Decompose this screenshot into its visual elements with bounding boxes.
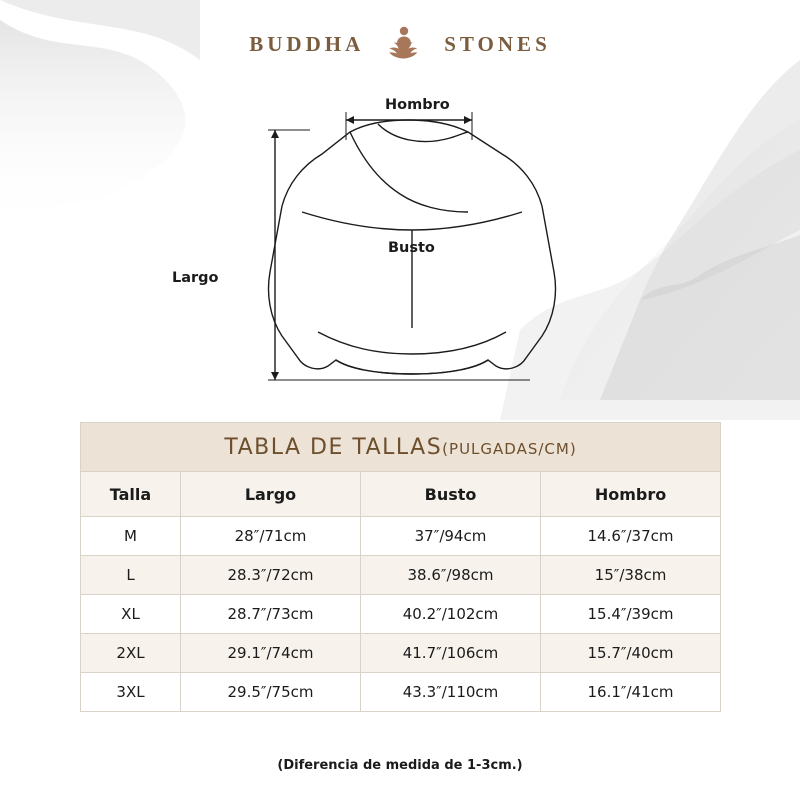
- column-header-hombro: Hombro: [541, 472, 721, 517]
- cell-size: XL: [81, 595, 181, 634]
- cell-hombro: 14.6″/37cm: [541, 517, 721, 556]
- table-row: [81, 517, 721, 556]
- cell-largo: 28.3″/72cm: [181, 556, 361, 595]
- garment-diagram: [150, 80, 670, 410]
- brand-word-right: STONES: [444, 31, 551, 56]
- brand-header: [0, 22, 800, 66]
- cell-busto: 41.7″/106cm: [361, 634, 541, 673]
- cell-busto: 37″/94cm: [361, 517, 541, 556]
- table-title-row: [81, 423, 721, 472]
- cell-size: M: [81, 517, 181, 556]
- label-busto: Busto: [388, 240, 435, 256]
- cell-size: 3XL: [81, 673, 181, 712]
- cell-largo: 28″/71cm: [181, 517, 361, 556]
- lotus-meditation-icon: [378, 22, 430, 66]
- cell-hombro: 15″/38cm: [541, 556, 721, 595]
- measurement-footnote: (Diferencia de medida de 1-3cm.): [277, 758, 523, 773]
- cell-largo: 29.5″/75cm: [181, 673, 361, 712]
- label-largo: Largo: [172, 270, 219, 286]
- table-title-cell: [81, 423, 721, 472]
- cell-hombro: 15.7″/40cm: [541, 634, 721, 673]
- cell-largo: 28.7″/73cm: [181, 595, 361, 634]
- size-table: [80, 422, 721, 712]
- table-row: [81, 556, 721, 595]
- cell-size: 2XL: [81, 634, 181, 673]
- cell-busto: 40.2″/102cm: [361, 595, 541, 634]
- cell-busto: 38.6″/98cm: [361, 556, 541, 595]
- size-table-wrapper: [80, 422, 720, 712]
- label-hombro: Hombro: [385, 97, 450, 113]
- table-title-main: TABLA DE TALLAS: [224, 434, 443, 460]
- table-header-row: [81, 472, 721, 517]
- cell-size: L: [81, 556, 181, 595]
- cell-busto: 43.3″/110cm: [361, 673, 541, 712]
- cell-hombro: 15.4″/39cm: [541, 595, 721, 634]
- table-title-sub: (PULGADAS/CM): [442, 439, 577, 458]
- table-row: [81, 673, 721, 712]
- column-header-talla: Talla: [81, 472, 181, 517]
- table-row: [81, 595, 721, 634]
- cell-largo: 29.1″/74cm: [181, 634, 361, 673]
- column-header-busto: Busto: [361, 472, 541, 517]
- column-header-largo: Largo: [181, 472, 361, 517]
- table-row: [81, 634, 721, 673]
- brand-word-left: BUDDHA: [249, 31, 365, 56]
- cell-hombro: 16.1″/41cm: [541, 673, 721, 712]
